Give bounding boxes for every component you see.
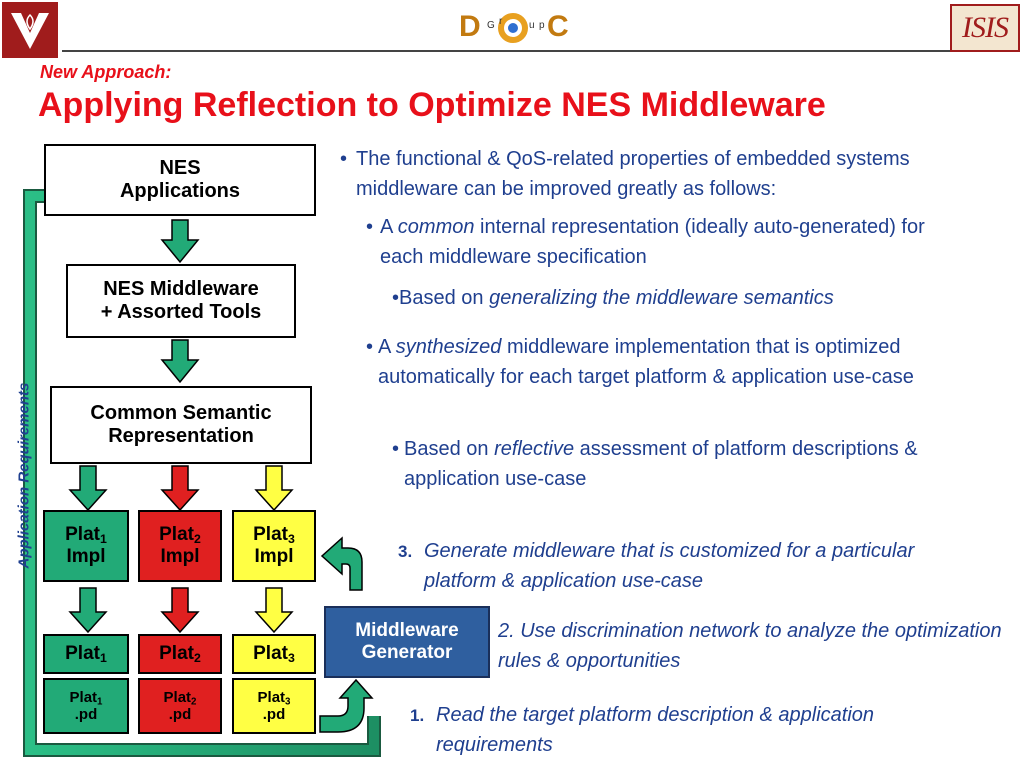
step-3-text: Generate middleware that is customized for a particular platform & application use-case [424, 540, 915, 592]
plat3-sub: 3 [287, 651, 295, 666]
plat2-box [138, 634, 222, 674]
nes-applications-line1: NES [159, 157, 201, 179]
title-kicker: New Approach: [40, 62, 172, 82]
step-1-text: Read the target platform description & application requirements [436, 704, 875, 756]
nes-middleware-line1: NES Middleware [103, 278, 259, 300]
bullet-5-dot: • [392, 438, 400, 460]
plat2-impl-line2: Impl [160, 546, 200, 567]
plat1-pd-box [43, 678, 129, 734]
step-2 [498, 616, 1018, 676]
doc-logo-small-p: p [539, 20, 545, 31]
middleware-generator-box [324, 606, 490, 678]
common-semantic-representation-box [50, 386, 312, 464]
plat2-pd-base: Plat [163, 689, 192, 706]
bullet-4-pre: A [378, 336, 396, 358]
csr-line1: Common Semantic [90, 402, 272, 424]
bullet-5-text [404, 434, 924, 494]
plat1-sub: 1 [99, 651, 107, 666]
bullet-2-dot: • [366, 216, 374, 238]
bullet-4-post: middleware implementation that is optimized automatically for each target platform & application use-case [378, 336, 914, 388]
plat3-pd-sub: 3 [285, 696, 291, 708]
plat2-pd-line2: .pd [168, 706, 192, 723]
bullet-5 [392, 434, 952, 494]
bullet-1-text: The functional & QoS-related properties of embedded systems middleware can be improved greatly as follows: [356, 148, 910, 200]
plat2-sub: 2 [193, 651, 201, 666]
step-1 [410, 700, 910, 760]
bullet-5-em: reflective [494, 438, 575, 460]
plat2-impl-box [138, 510, 222, 582]
bullet-3 [392, 283, 1012, 313]
step-2-text: 2. Use discrimination network to analyze the optimization rules & opportunities [498, 620, 1002, 672]
plat2-pd-box [138, 678, 222, 734]
csr-line2: Representation [108, 425, 254, 447]
page-title: Applying Reflection to Optimize NES Middleware [38, 86, 826, 124]
plat1-pd-line1 [70, 689, 103, 706]
bullet-2-text [380, 212, 940, 272]
nes-applications-box [44, 144, 316, 216]
plat1-impl-box [43, 510, 129, 582]
isis-logo-text: ISIS [962, 11, 1008, 44]
plat3-impl-line2: Impl [254, 546, 294, 567]
plat2-label [159, 643, 201, 665]
bullet-2-em: common [397, 216, 475, 238]
plat2-impl-line1 [159, 524, 201, 546]
plat3-impl-sub: 3 [287, 532, 295, 547]
arrow-down-apps [162, 220, 198, 262]
nes-middleware-line2: + Assorted Tools [100, 301, 262, 323]
bullet-4 [366, 332, 966, 392]
bullet-1 [340, 144, 1010, 204]
generator-line1: Middleware [355, 620, 459, 641]
bullet-3-dot: • [392, 287, 400, 309]
bullet-5-post: assessment of platform descriptions & application use-case [404, 438, 918, 490]
plat3-pd-box [232, 678, 316, 734]
sidebar-label: Application Requirements [15, 382, 33, 569]
plat1-base: Plat [65, 643, 100, 664]
plat3-impl-base: Plat [253, 524, 288, 545]
step-1-num: 1. [410, 706, 425, 725]
doc-logo-small-r: r [499, 16, 503, 27]
bullet-3-pre: Based on [399, 287, 490, 309]
plat3-box [232, 634, 316, 674]
plat1-pd-base: Plat [69, 689, 98, 706]
plat3-impl-line1 [253, 524, 295, 546]
generator-line2: Generator [361, 642, 453, 663]
step-3 [398, 536, 958, 596]
nes-middleware-box [66, 264, 296, 338]
plat1-label [65, 643, 107, 665]
plat2-impl-base: Plat [159, 524, 194, 545]
plat1-impl-line1 [65, 524, 107, 546]
plat3-label [253, 643, 295, 665]
plat1-box [43, 634, 129, 674]
nes-applications-line2: Applications [119, 180, 240, 202]
bullet-2-pre: A [380, 216, 398, 238]
doc-logo-c: C [547, 10, 569, 43]
plat2-pd-sub: 2 [191, 696, 197, 708]
doc-logo-small-u: u [529, 20, 535, 31]
bullet-4-text [378, 332, 958, 392]
bullet-5-pre: Based on [404, 438, 495, 460]
plat3-pd-base: Plat [257, 689, 286, 706]
bullet-3-em: generalizing the middleware semantics [489, 287, 834, 309]
plat1-pd-sub: 1 [97, 696, 103, 708]
bullet-2 [366, 212, 966, 272]
plat2-impl-sub: 2 [193, 532, 201, 547]
step-3-num: 3. [398, 542, 413, 561]
plat1-pd-line2: .pd [74, 706, 98, 723]
plat1-impl-base: Plat [65, 524, 100, 545]
bullet-2-post: internal representation (ideally auto-generated) for each middleware specification [380, 216, 925, 268]
doc-logo-small-g: G [487, 20, 495, 31]
plat3-pd-line2: .pd [262, 706, 286, 723]
bullet-4-dot: • [366, 336, 374, 358]
bullet-1-dot: • [340, 148, 348, 170]
plat3-pd-line1 [258, 689, 291, 706]
doc-logo-d: D [459, 10, 481, 43]
plat2-base: Plat [159, 643, 194, 664]
plat1-impl-line2: Impl [66, 546, 106, 567]
plat1-impl-sub: 1 [99, 532, 107, 547]
bullet-4-em: synthesized [395, 336, 502, 358]
plat3-impl-box [232, 510, 316, 582]
plat2-pd-line1 [164, 689, 197, 706]
plat3-base: Plat [253, 643, 288, 664]
